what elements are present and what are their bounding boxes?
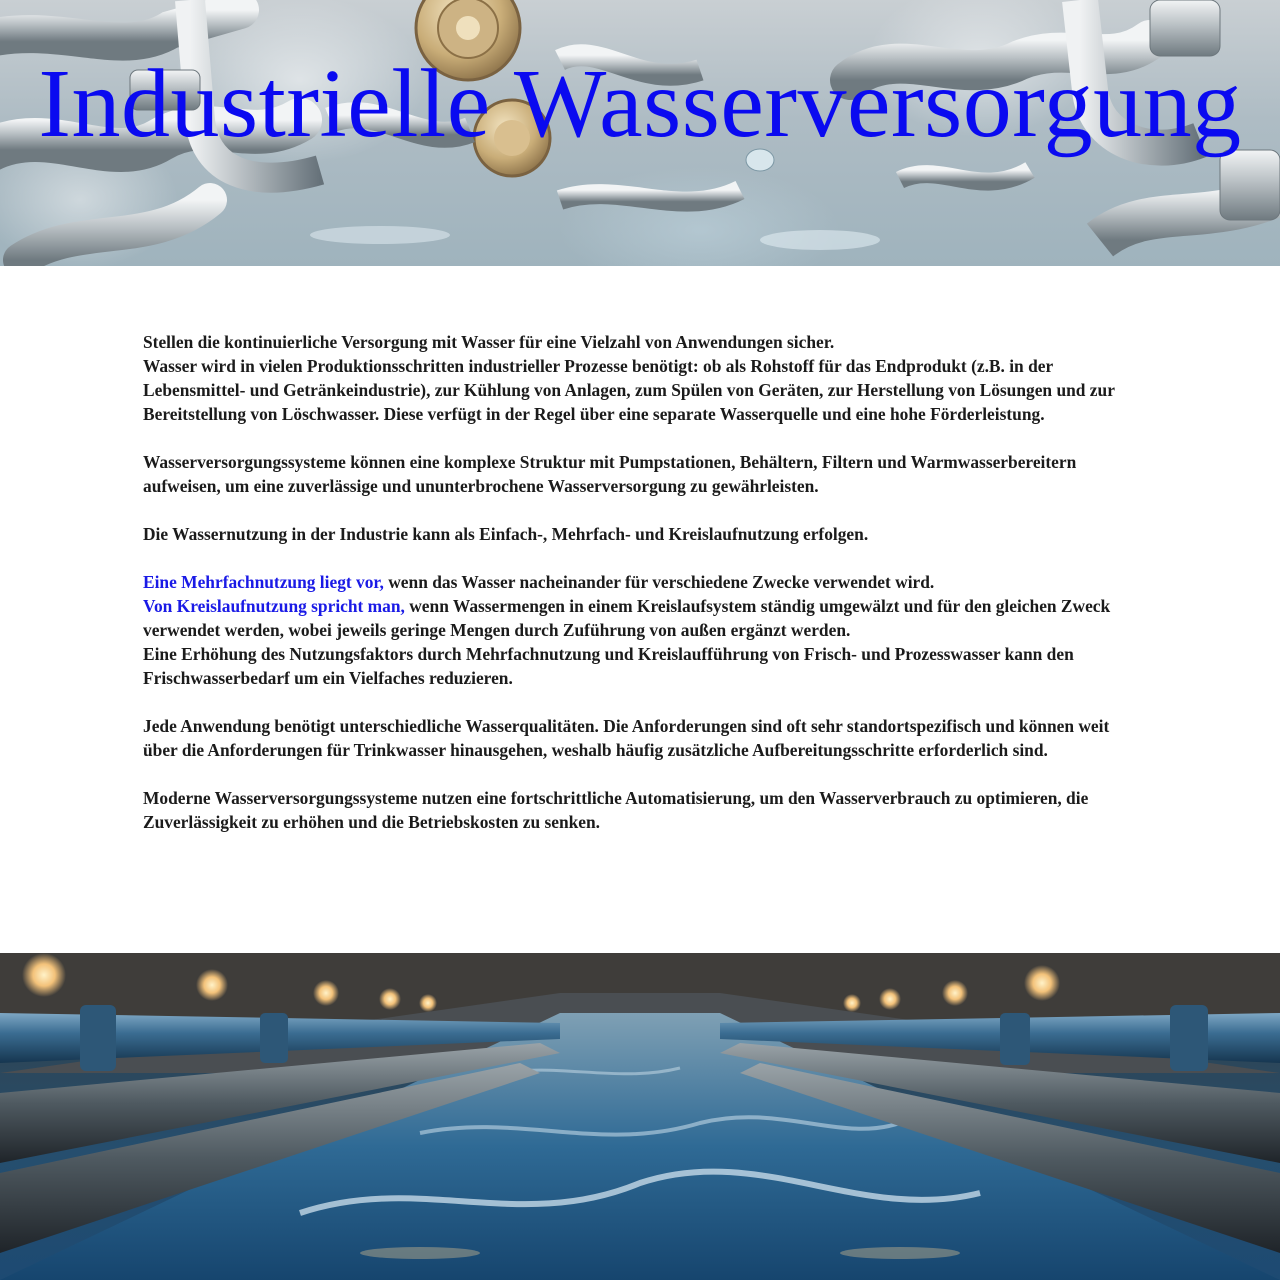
footer-pipes-water-image [0, 953, 1280, 1280]
usage-factor-text: Eine Erhöhung des Nutzungsfaktors durch Mehrfachnutzung und Kreislaufführung von Frisch- und Prozesswasser kann den Frischwasserbedarf um ein Vielfaches reduzieren. [143, 644, 1074, 688]
hero-banner [0, 0, 1280, 266]
pipeline-water-illustration [0, 953, 1280, 1280]
page-title: Industrielle Wasserversorgung [38, 50, 1242, 158]
intro-lead: Stellen die kontinuierliche Versorgung mit Wasser für eine Vielzahl von Anwendungen sicher. [143, 332, 835, 352]
intro-body: Wasser wird in vielen Produktionsschritten industrieller Prozesse benötigt: ob als Rohstoff für das Endprodukt (z.B. in der Lebensmittel- und Getränkeindustrie), zur Kühlung von Anlagen, zum Spülen von Geräten, zur Herstellung von Lösungen und zur Bereitstellung von Löschwasser. Diese verfügt in der Regel über eine separate Wasserquelle und eine hohe Förderleistung. [143, 356, 1115, 424]
usage-types-paragraph: Die Wassernutzung in der Industrie kann als Einfach-, Mehrfach- und Kreislaufnutzung erfolgen. [143, 524, 869, 544]
cycle-use-text: wenn Wassermengen in einem Kreislaufsystem ständig umgewälzt und für den gleichen Zweck verwendet werden, wobei jeweils geringe Mengen durch Zuführung von außen ergänzt werden. [143, 596, 1111, 640]
quality-paragraph: Jede Anwendung benötigt unterschiedliche Wasserqualitäten. Die Anforderungen sind oft sehr standortspezifisch und können weit über die Anforderungen für Trinkwasser hinausgehen, weshalb häufig zusätzliche Aufbereitungsschritte erforderlich sind. [143, 716, 1110, 760]
usage-details-paragraph [143, 570, 1143, 690]
highlight-multiple-use: Eine Mehrfachnutzung liegt vor, [143, 572, 384, 592]
multiple-use-text: wenn das Wasser nacheinander für verschiedene Zwecke verwendet wird. [383, 572, 935, 592]
systems-paragraph: Wasserversorgungssysteme können eine komplexe Struktur mit Pumpstationen, Behältern, Filtern und Warmwasserbereitern aufweisen, um eine zuverlässige und ununterbrochene Wasserversorgung zu gewährleisten. [143, 452, 1077, 496]
main-content [143, 330, 1143, 858]
automation-paragraph: Moderne Wasserversorgungssysteme nutzen eine fortschrittliche Automatisierung, um den Wasserverbrauch zu optimieren, die Zuverlässigkeit zu erhöhen und die Betriebskosten zu senken. [143, 788, 1089, 832]
highlight-cycle-use: Von Kreislaufnutzung spricht man, [143, 596, 405, 616]
intro-paragraph [143, 330, 1143, 426]
